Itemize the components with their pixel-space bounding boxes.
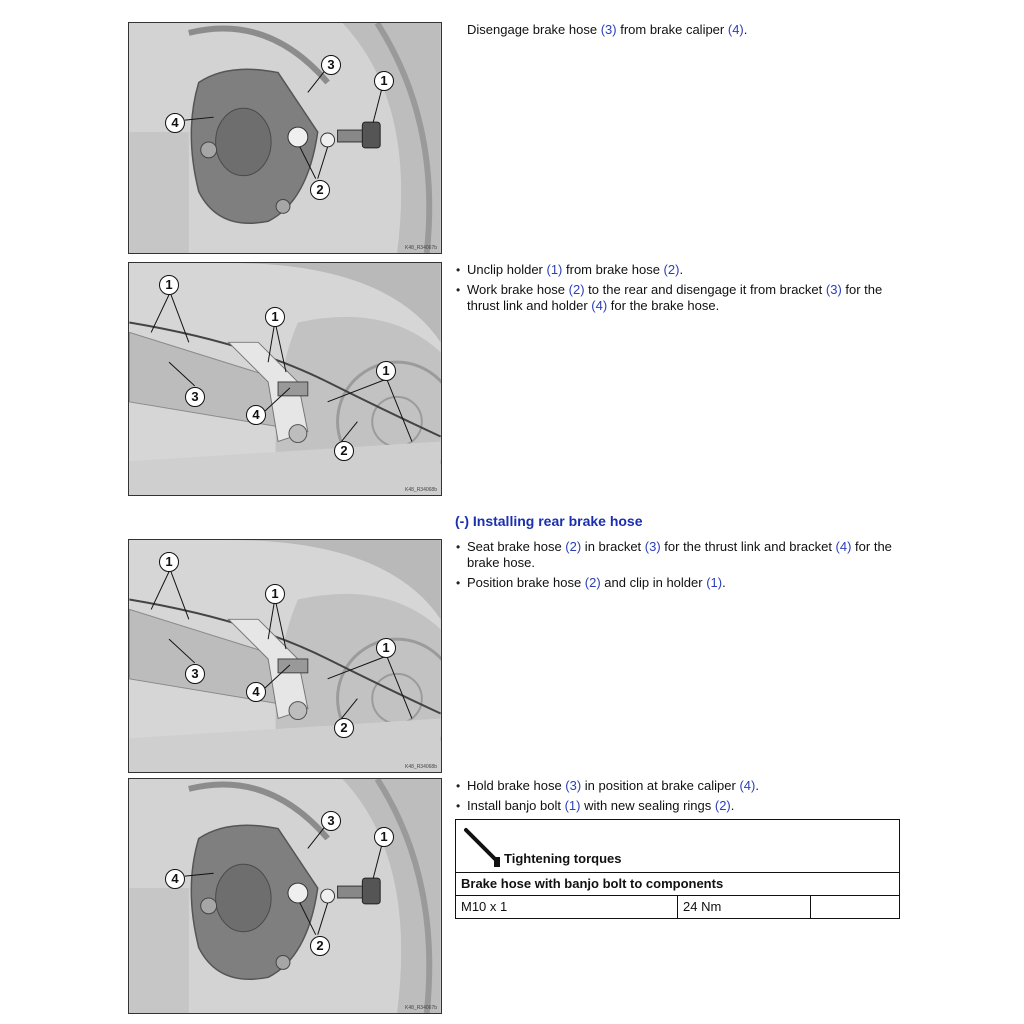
list-item: • Position brake hose (2) and clip in holder (1). bbox=[455, 575, 905, 591]
reference-number: (2) bbox=[714, 798, 731, 813]
reference-number: (4) bbox=[591, 298, 608, 313]
torque-table-header bbox=[456, 820, 899, 873]
callout-1: 1 bbox=[374, 827, 394, 847]
callout-4: 4 bbox=[165, 113, 185, 133]
reference-number: (3) bbox=[644, 539, 661, 554]
figure-code: K48_R34067b bbox=[405, 1005, 437, 1011]
list-item: • Unclip holder (1) from brake hose (2). bbox=[455, 262, 905, 278]
note-cell bbox=[811, 896, 899, 918]
hose-routing-illustration bbox=[129, 540, 441, 772]
list-item: • Seat brake hose (2) in bracket (3) for the thrust link and bracket (4) for the brake hose. bbox=[455, 539, 905, 571]
instruction-line: Disengage brake hose (3) from brake caliper (4). bbox=[467, 22, 748, 37]
table-row bbox=[456, 896, 899, 918]
callout-1: 1 bbox=[265, 307, 285, 327]
figure-caliper-removal bbox=[128, 22, 442, 254]
list-item: • Install banjo bolt (1) with new sealing rings (2). bbox=[455, 798, 905, 814]
callout-3: 3 bbox=[185, 387, 205, 407]
torque-table-subtitle: Brake hose with banjo bolt to components bbox=[456, 873, 899, 896]
step-seat-hose bbox=[455, 539, 905, 595]
torque-table-title: Tightening torques bbox=[504, 851, 622, 866]
callout-2: 2 bbox=[310, 936, 330, 956]
figure-hose-routing-install bbox=[128, 539, 442, 773]
callout-4: 4 bbox=[165, 869, 185, 889]
torque-value-cell: 24 Nm bbox=[678, 896, 811, 918]
figure-hose-routing-removal bbox=[128, 262, 442, 496]
reference-number: (4) bbox=[739, 778, 756, 793]
hose-routing-illustration bbox=[129, 263, 441, 495]
step-disengage-caliper bbox=[455, 22, 905, 38]
caliper-illustration bbox=[129, 779, 441, 1013]
reference-number: (4) bbox=[727, 22, 744, 37]
section-heading: (-) Installing rear brake hose bbox=[455, 513, 643, 529]
callout-1: 1 bbox=[376, 638, 396, 658]
step-install-banjo bbox=[455, 778, 905, 818]
reference-number: (3) bbox=[565, 778, 582, 793]
figure-code: K48_R34068b bbox=[405, 764, 437, 770]
torque-table bbox=[455, 819, 900, 919]
reference-number: (3) bbox=[825, 282, 842, 297]
instruction-list bbox=[455, 262, 905, 314]
callout-1: 1 bbox=[159, 552, 179, 572]
callout-2: 2 bbox=[310, 180, 330, 200]
callout-4: 4 bbox=[246, 682, 266, 702]
callout-4: 4 bbox=[246, 405, 266, 425]
callout-2: 2 bbox=[334, 441, 354, 461]
thread-cell: M10 x 1 bbox=[456, 896, 678, 918]
caliper-illustration bbox=[129, 23, 441, 253]
figure-code: K48_R34067b bbox=[405, 245, 437, 251]
reference-number: (2) bbox=[663, 262, 680, 277]
callout-3: 3 bbox=[185, 664, 205, 684]
reference-number: (1) bbox=[546, 262, 563, 277]
reference-number: (1) bbox=[706, 575, 723, 590]
step-unclip-hose bbox=[455, 262, 905, 318]
reference-number: (1) bbox=[564, 798, 581, 813]
reference-number: (2) bbox=[565, 539, 582, 554]
list-item: • Work brake hose (2) to the rear and disengage it from bracket (3) for the thrust link and holder (4) for the brake hose. bbox=[455, 282, 905, 314]
reference-number: (2) bbox=[584, 575, 601, 590]
reference-number: (3) bbox=[600, 22, 617, 37]
callout-1: 1 bbox=[159, 275, 179, 295]
figure-code: K48_R34068b bbox=[405, 487, 437, 493]
callout-2: 2 bbox=[334, 718, 354, 738]
callout-1: 1 bbox=[376, 361, 396, 381]
reference-number: (2) bbox=[568, 282, 585, 297]
callout-3: 3 bbox=[321, 811, 341, 831]
list-item: • Hold brake hose (3) in position at brake caliper (4). bbox=[455, 778, 905, 794]
figure-caliper-install bbox=[128, 778, 442, 1014]
reference-number: (4) bbox=[835, 539, 852, 554]
instruction-list bbox=[455, 778, 905, 814]
torque-wrench-icon bbox=[462, 826, 502, 868]
callout-3: 3 bbox=[321, 55, 341, 75]
callout-1: 1 bbox=[265, 584, 285, 604]
callout-1: 1 bbox=[374, 71, 394, 91]
instruction-list bbox=[455, 539, 905, 591]
